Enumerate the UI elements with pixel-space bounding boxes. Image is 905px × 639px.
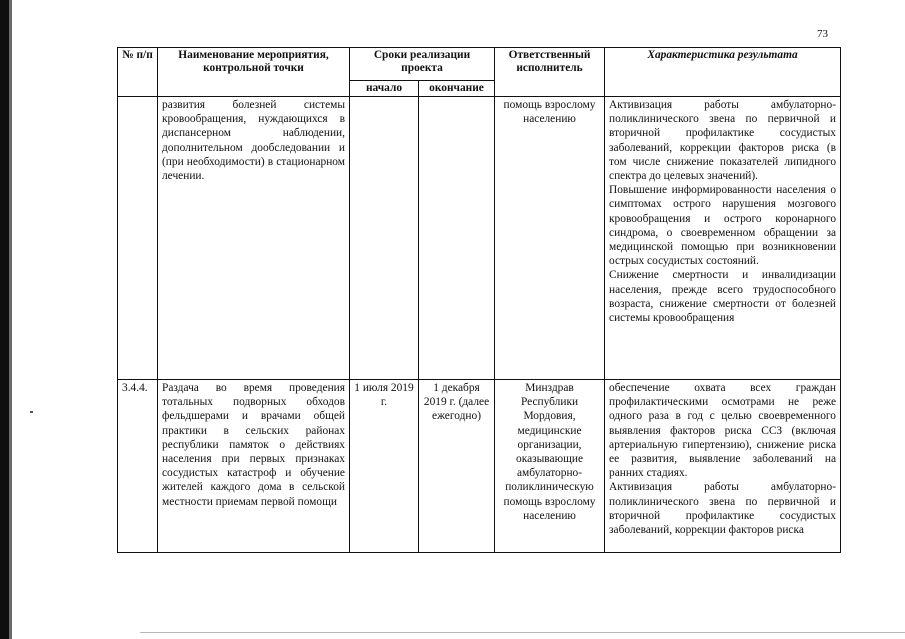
cell-start xyxy=(350,97,419,380)
cell-name: Раздача во время проведения тотальных подворных обходов фельдшерами и врачами общей практики в сельских районах республики памяток о действиях населения при первых признаках сосудистых катастроф и обучение жителей каждого дома в сельской местности приемам первой помощи xyxy=(158,380,350,553)
cell-executor: помощь взрослому населению xyxy=(495,97,605,380)
scan-edge-shadow xyxy=(9,0,12,639)
result-paragraph: Снижение смертности и инвалидизации населения, прежде всего трудоспособного возраста, снижение смертности от болезней системы кровообращения xyxy=(609,269,837,325)
cell-num xyxy=(118,97,158,380)
page-number: 73 xyxy=(817,28,828,40)
cell-start: 1 июля 2019 г. xyxy=(350,380,419,553)
cell-end xyxy=(419,97,495,380)
table-row xyxy=(118,380,841,553)
result-paragraph: Активизация работы амбулаторно-поликлинического звена по первичной и вторичной профилактике сосудистых заболеваний, коррекции факторов риска (в том числе снижение показателей липидного спектра до целевых значений). xyxy=(609,99,837,183)
cell-result xyxy=(605,97,841,380)
header-name: Наименование мероприятия, контрольной точки xyxy=(158,48,350,97)
header-executor: Ответственный исполнитель xyxy=(495,48,605,97)
header-row xyxy=(118,48,841,81)
cell-name: развития болезней системы кровообращения, нуждающихся в диспансерном наблюдении, дополнительном дообследовании и (при необходимости) в стационарном лечении. xyxy=(158,97,350,380)
result-paragraph: Активизация работы амбулаторно-поликлинического звена по первичной и вторичной профилактике сосудистых заболеваний, коррекции факторов риска xyxy=(609,481,837,537)
scan-speck xyxy=(30,411,33,413)
header-dates: Сроки реализации проекта xyxy=(350,48,495,81)
header-end: окончание xyxy=(419,81,495,97)
table-row xyxy=(118,97,841,380)
header-result: Характеристика результата xyxy=(605,48,841,97)
cell-executor: Минздрав Республики Мордовия, медицинские организации, оказывающие амбулаторно-поликлиническую помощь взрослому населению xyxy=(495,380,605,553)
cell-end: 1 декабря 2019 г. (далее ежегодно) xyxy=(419,380,495,553)
cell-result xyxy=(605,380,841,553)
header-start: начало xyxy=(350,81,419,97)
bottom-edge-line xyxy=(140,632,905,633)
cell-num: 3.4.4. xyxy=(118,380,158,553)
scan-edge xyxy=(0,0,9,639)
activities-table xyxy=(117,47,841,553)
result-paragraph: обеспечение охвата всех граждан профилактическими осмотрами не реже одного раза в год с целью своевременного выявления факторов риска ССЗ (включая артериальную гипертензию), снижение риска ее развития, выявление заболеваний на ранних стадиях. xyxy=(609,382,837,480)
header-num: № п/п xyxy=(118,48,158,97)
result-paragraph: Повышение информированности населения о симптомах острого нарушения мозгового кровообращения и острого коронарного синдрома, о своевременном обращении за медицинской помощью при возникновении острых сосудистых состояний. xyxy=(609,184,837,268)
